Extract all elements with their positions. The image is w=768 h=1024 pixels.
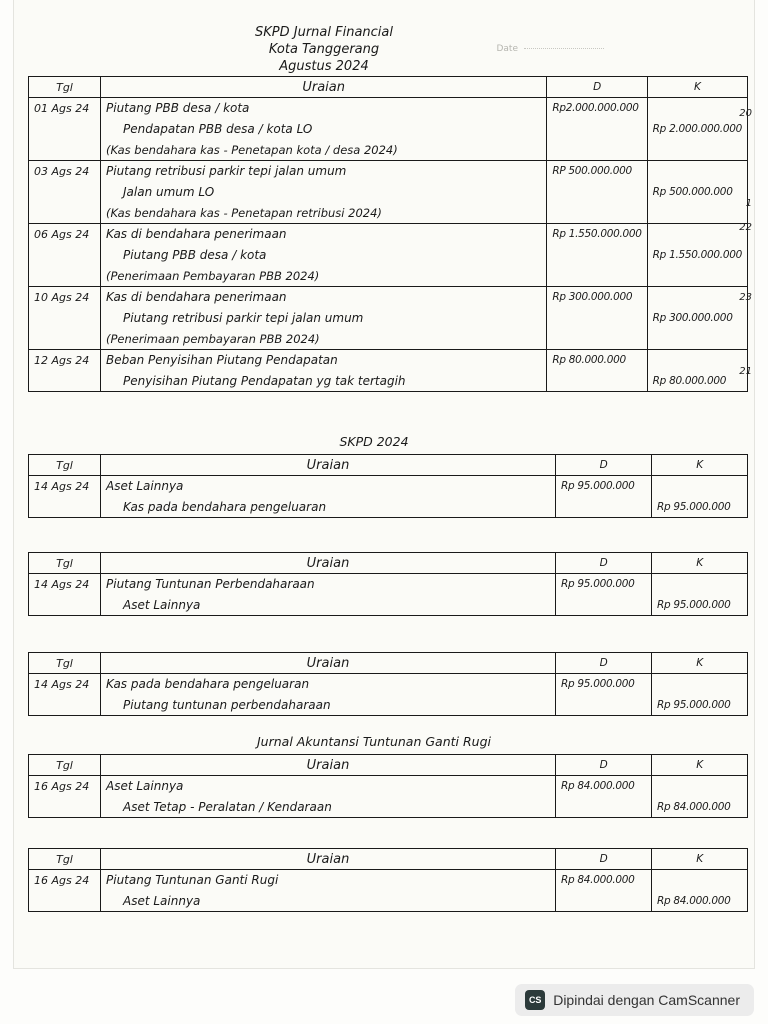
credit-amount: Rp 95.000.000 <box>652 595 748 616</box>
credit-amount: Rp 500.000.000 <box>647 182 747 203</box>
entry-date: 16 Ags 24 <box>29 776 101 797</box>
entry-note: (Kas bendahara kas - Penetapan kota / desa 2024) <box>101 140 547 161</box>
credit-amount: Rp 2.000.000.000 <box>647 119 747 140</box>
col-kredit: K <box>652 455 748 476</box>
debit-empty <box>547 371 647 392</box>
entry-date-empty <box>29 891 101 912</box>
entry-date: 01 Ags 24 <box>29 98 101 119</box>
credit-empty <box>647 224 747 245</box>
main-journal-table <box>28 76 748 392</box>
debit-amount: Rp 1.550.000.000 <box>547 224 647 245</box>
camscanner-logo-icon: CS <box>525 990 545 1010</box>
header-period: Agustus 2024 <box>279 59 369 74</box>
entry-date: 14 Ags 24 <box>29 674 101 695</box>
entry-date-empty <box>29 497 101 518</box>
entry-note: (Penerimaan Pembayaran PBB 2024) <box>101 266 547 287</box>
credit-account: Aset Lainnya <box>101 891 556 912</box>
col-uraian: Uraian <box>101 653 556 674</box>
entry-date: 14 Ags 24 <box>29 574 101 595</box>
entry-date-empty <box>29 266 101 287</box>
credit-account: Penyisihan Piutang Pendapatan yg tak tertagih <box>101 371 547 392</box>
credit-account: Kas pada bendahara pengeluaran <box>101 497 556 518</box>
debit-amount: Rp 95.000.000 <box>556 574 652 595</box>
skpd-journal-table <box>28 652 748 716</box>
skpd-journal-table <box>28 454 748 518</box>
credit-empty <box>652 870 748 891</box>
col-debit: D <box>556 455 652 476</box>
journal-debit-row <box>29 224 748 245</box>
col-debit: D <box>556 553 652 574</box>
entry-date-empty <box>29 308 101 329</box>
debit-account: Aset Lainnya <box>101 776 556 797</box>
col-uraian: Uraian <box>101 455 556 476</box>
col-kredit: K <box>652 755 748 776</box>
debit-empty <box>547 140 647 161</box>
header-title: SKPD Jurnal Financial <box>255 25 393 40</box>
col-uraian: Uraian <box>101 553 556 574</box>
debit-amount: Rp 300.000.000 <box>547 287 647 308</box>
debit-amount: Rp 80.000.000 <box>547 350 647 371</box>
entry-date: 16 Ags 24 <box>29 870 101 891</box>
journal-note-row <box>29 266 748 287</box>
section-title-skpd: SKPD 2024 <box>339 434 409 449</box>
col-tgl: Tgl <box>29 455 101 476</box>
col-uraian: Uraian <box>101 755 556 776</box>
journal-credit-row <box>29 797 748 818</box>
col-tgl: Tgl <box>29 77 101 98</box>
debit-empty <box>556 497 652 518</box>
journal-credit-row <box>29 245 748 266</box>
journal-credit-row <box>29 182 748 203</box>
table-header-row <box>29 553 748 574</box>
journal-debit-row <box>29 98 748 119</box>
debit-amount: Rp 84.000.000 <box>556 870 652 891</box>
journal-debit-row <box>29 350 748 371</box>
credit-amount: Rp 95.000.000 <box>652 695 748 716</box>
margin-fragment: 22 <box>739 222 752 233</box>
credit-empty <box>647 266 747 287</box>
entry-date-empty <box>29 140 101 161</box>
entry-date: 14 Ags 24 <box>29 476 101 497</box>
debit-account: Kas di bendahara penerimaan <box>101 224 547 245</box>
credit-amount: Rp 84.000.000 <box>652 891 748 912</box>
debit-account: Piutang PBB desa / kota <box>101 98 547 119</box>
entry-date-empty <box>29 329 101 350</box>
col-tgl: Tgl <box>29 553 101 574</box>
credit-empty <box>647 140 747 161</box>
debit-empty <box>547 203 647 224</box>
credit-empty <box>647 98 747 119</box>
entry-date-empty <box>29 595 101 616</box>
journal-credit-row <box>29 119 748 140</box>
debit-empty <box>556 797 652 818</box>
entry-date: 06 Ags 24 <box>29 224 101 245</box>
entry-date-empty <box>29 182 101 203</box>
journal-debit-row <box>29 574 748 595</box>
journal-credit-row <box>29 497 748 518</box>
journal-note-row <box>29 329 748 350</box>
journal-debit-row <box>29 870 748 891</box>
debit-empty <box>547 266 647 287</box>
credit-empty <box>647 287 747 308</box>
credit-empty <box>647 329 747 350</box>
col-kredit: K <box>652 653 748 674</box>
ganti-rugi-journal-table <box>28 848 748 912</box>
entry-note: (Penerimaan pembayaran PBB 2024) <box>101 329 547 350</box>
col-kredit: K <box>652 553 748 574</box>
credit-account: Jalan umum LO <box>101 182 547 203</box>
credit-empty <box>652 476 748 497</box>
debit-amount: Rp 95.000.000 <box>556 674 652 695</box>
debit-empty <box>556 695 652 716</box>
journal-credit-row <box>29 371 748 392</box>
journal-debit-row <box>29 776 748 797</box>
credit-amount: Rp 84.000.000 <box>652 797 748 818</box>
ganti-rugi-journal-table <box>28 754 748 818</box>
journal-debit-row <box>29 287 748 308</box>
credit-empty <box>647 161 747 182</box>
table-header-row <box>29 455 748 476</box>
entry-date-empty <box>29 245 101 266</box>
credit-account: Aset Tetap - Peralatan / Kendaraan <box>101 797 556 818</box>
credit-amount: Rp 1.550.000.000 <box>647 245 747 266</box>
date-field <box>496 44 604 54</box>
debit-empty <box>547 329 647 350</box>
date-line <box>524 48 604 49</box>
entry-date: 12 Ags 24 <box>29 350 101 371</box>
credit-account: Piutang retribusi parkir tepi jalan umum <box>101 308 547 329</box>
col-uraian: Uraian <box>101 849 556 870</box>
debit-empty <box>547 245 647 266</box>
credit-amount: Rp 95.000.000 <box>652 497 748 518</box>
journal-credit-row <box>29 308 748 329</box>
col-uraian: Uraian <box>101 77 547 98</box>
margin-fragment: 21 <box>739 366 752 377</box>
debit-account: Kas pada bendahara pengeluaran <box>101 674 556 695</box>
camscanner-label: Dipindai dengan CamScanner <box>553 992 740 1008</box>
entry-date: 03 Ags 24 <box>29 161 101 182</box>
date-label: Date <box>496 44 518 54</box>
table-header-row <box>29 653 748 674</box>
journal-debit-row <box>29 476 748 497</box>
entry-date: 10 Ags 24 <box>29 287 101 308</box>
journal-note-row <box>29 203 748 224</box>
credit-empty <box>647 350 747 371</box>
debit-amount: RP 500.000.000 <box>547 161 647 182</box>
credit-account: Aset Lainnya <box>101 595 556 616</box>
col-debit: D <box>556 653 652 674</box>
debit-amount: Rp 95.000.000 <box>556 476 652 497</box>
debit-account: Piutang Tuntunan Ganti Rugi <box>101 870 556 891</box>
credit-empty <box>652 674 748 695</box>
credit-amount: Rp 300.000.000 <box>647 308 747 329</box>
credit-account: Piutang tuntunan perbendaharaan <box>101 695 556 716</box>
table-header-row <box>29 77 748 98</box>
debit-empty <box>556 595 652 616</box>
entry-date-empty <box>29 119 101 140</box>
margin-fragment: 20 <box>739 108 752 119</box>
credit-amount: Rp 80.000.000 <box>647 371 747 392</box>
margin-fragment: 1 <box>745 198 752 209</box>
credit-empty <box>652 574 748 595</box>
debit-amount: Rp 84.000.000 <box>556 776 652 797</box>
debit-account: Beban Penyisihan Piutang Pendapatan <box>101 350 547 371</box>
entry-date-empty <box>29 695 101 716</box>
col-tgl: Tgl <box>29 755 101 776</box>
journal-debit-row <box>29 161 748 182</box>
debit-empty <box>547 308 647 329</box>
debit-empty <box>556 891 652 912</box>
table-header-row <box>29 755 748 776</box>
debit-empty <box>547 182 647 203</box>
col-kredit: K <box>652 849 748 870</box>
credit-account: Piutang PBB desa / kota <box>101 245 547 266</box>
section-title-ganti-rugi: Jurnal Akuntansi Tuntunan Ganti Rugi <box>256 734 491 749</box>
debit-amount: Rp2.000.000.000 <box>547 98 647 119</box>
entry-date-empty <box>29 371 101 392</box>
journal-debit-row <box>29 674 748 695</box>
col-kredit: K <box>647 77 747 98</box>
col-debit: D <box>547 77 647 98</box>
debit-account: Piutang retribusi parkir tepi jalan umum <box>101 161 547 182</box>
skpd-journal-table <box>28 552 748 616</box>
col-debit: D <box>556 849 652 870</box>
margin-fragment: 23 <box>739 292 752 303</box>
credit-account: Pendapatan PBB desa / kota LO <box>101 119 547 140</box>
journal-note-row <box>29 140 748 161</box>
journal-credit-row <box>29 891 748 912</box>
col-tgl: Tgl <box>29 849 101 870</box>
table-header-row <box>29 849 748 870</box>
camscanner-badge <box>515 984 754 1016</box>
entry-date-empty <box>29 797 101 818</box>
debit-account: Aset Lainnya <box>101 476 556 497</box>
entry-date-empty <box>29 203 101 224</box>
journal-credit-row <box>29 595 748 616</box>
journal-credit-row <box>29 695 748 716</box>
debit-account: Kas di bendahara penerimaan <box>101 287 547 308</box>
debit-empty <box>547 119 647 140</box>
credit-empty <box>647 203 747 224</box>
credit-empty <box>652 776 748 797</box>
journal-page <box>14 0 754 968</box>
col-tgl: Tgl <box>29 653 101 674</box>
debit-account: Piutang Tuntunan Perbendaharaan <box>101 574 556 595</box>
col-debit: D <box>556 755 652 776</box>
header-city: Kota Tanggerang <box>268 42 380 57</box>
entry-note: (Kas bendahara kas - Penetapan retribusi 2024) <box>101 203 547 224</box>
